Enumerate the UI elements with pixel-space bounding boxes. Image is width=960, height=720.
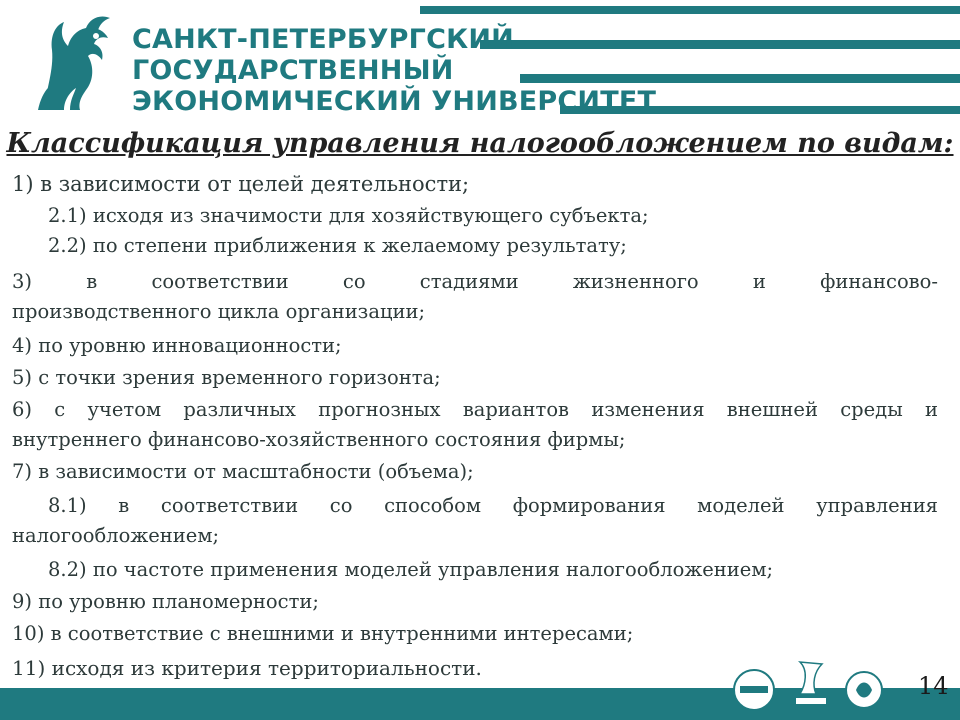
list-item: 1) в зависимости от целей деятельности; xyxy=(12,172,470,196)
list-item: 3) в соответствии со стадиями жизненного и финансово- xyxy=(12,270,938,293)
list-item: 2.1) исходя из значимости для хозяйствующего субъекта; xyxy=(48,204,649,227)
list-item: 4) по уровню инновационности; xyxy=(12,334,342,357)
list-item: 10) в соответствие с внешними и внутренними интересами; xyxy=(12,622,634,645)
list-item: 5) с точки зрения временного горизонта; xyxy=(12,366,441,389)
list-item: 8.2) по частоте применения моделей управления налогообложением; xyxy=(48,558,774,581)
list-item: 11) исходя из критерия территориальности. xyxy=(12,656,482,680)
griffin-logo-icon xyxy=(34,10,124,115)
university-name-line: САНКТ-ПЕТЕРБУРГСКИЙ xyxy=(132,24,514,55)
list-item: производственного цикла организации; xyxy=(12,300,426,323)
content-area xyxy=(0,122,960,688)
university-name-line: ЭКОНОМИЧЕСКИЙ УНИВЕРСИТЕТ xyxy=(132,86,657,117)
list-item: 2.2) по степени приближения к желаемому результату; xyxy=(48,234,627,257)
header-stripe xyxy=(420,6,960,14)
university-name xyxy=(132,24,656,117)
page-number: 14 xyxy=(918,672,949,700)
university-name-line: ГОСУДАРСТВЕННЫЙ xyxy=(132,55,454,86)
list-item: налогообложением; xyxy=(12,524,220,547)
list-item: внутреннего финансово-хозяйственного состояния фирмы; xyxy=(12,428,626,451)
header xyxy=(0,0,960,122)
list-item: 6) с учетом различных прогнозных вариантов изменения внешней среды и xyxy=(12,398,938,421)
list-item: 8.1) в соответствии со способом формирования моделей управления xyxy=(48,494,938,517)
partner-logos-icon xyxy=(730,650,900,718)
list-item: 7) в зависимости от масштабности (объема); xyxy=(12,460,474,483)
list-item: 9) по уровню планомерности; xyxy=(12,590,319,613)
slide-title: Классификация управления налогообложением по видам: xyxy=(6,128,954,159)
